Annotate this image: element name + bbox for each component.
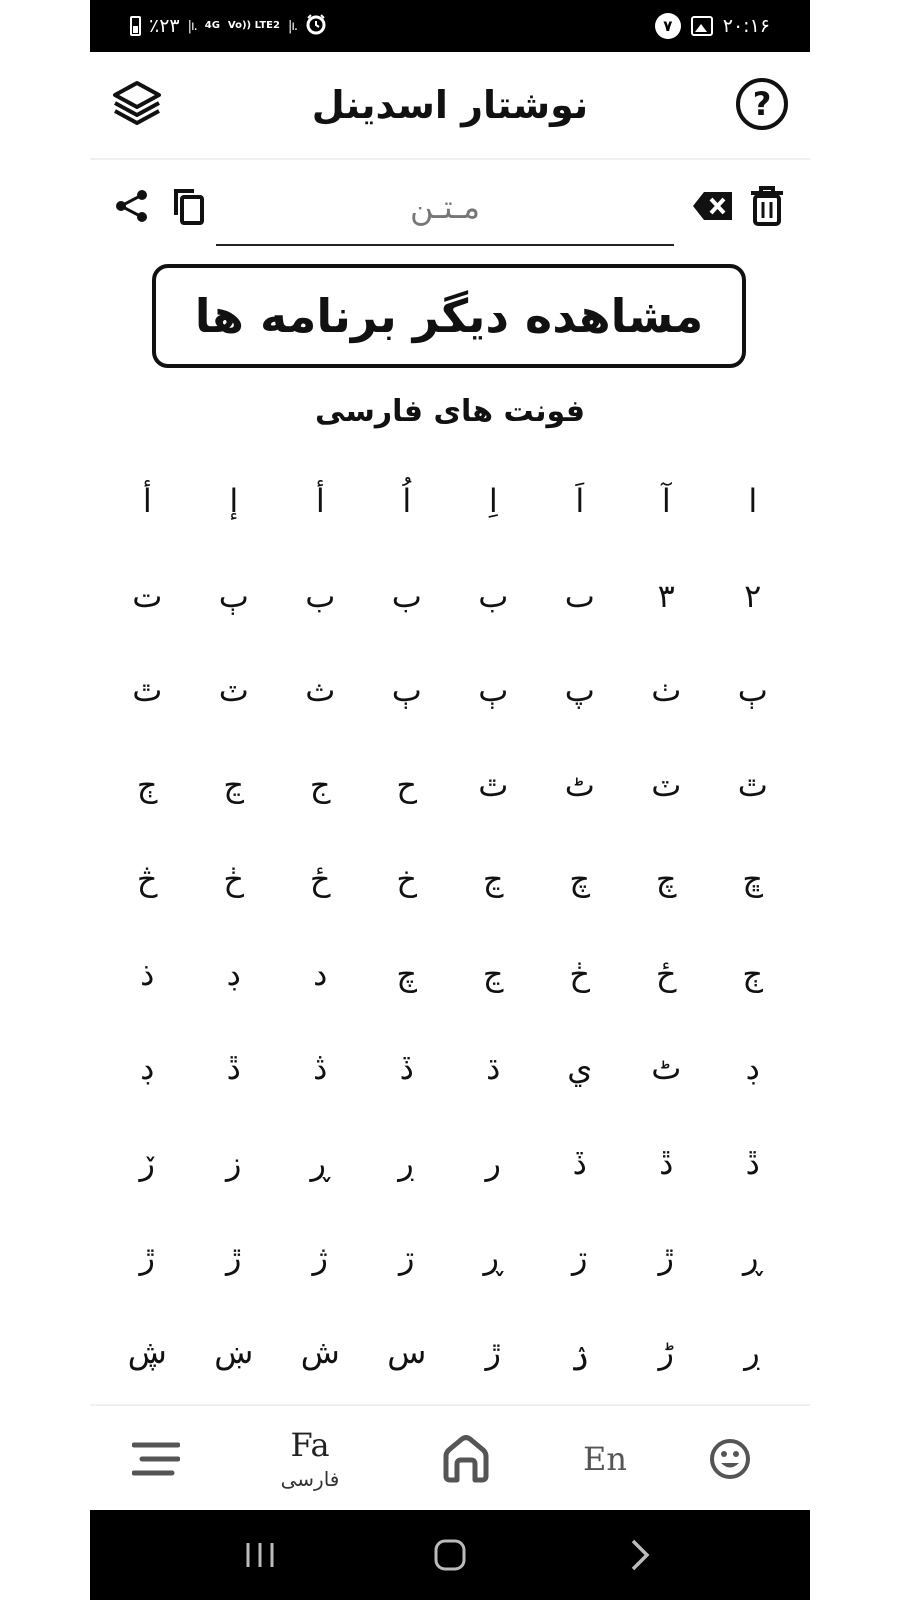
char-cell[interactable]: ڇ: [742, 860, 764, 899]
char-cell[interactable]: ذ: [140, 954, 155, 993]
char-cell[interactable]: ث: [305, 671, 336, 710]
char-cell[interactable]: ڔ: [744, 1332, 762, 1371]
char-cell[interactable]: اَ: [575, 482, 585, 521]
clock: ۲۰:۱۶: [722, 15, 770, 37]
back-icon[interactable]: [610, 1510, 670, 1600]
char-cell[interactable]: ځ: [655, 954, 677, 993]
phone-screen: [90, 0, 810, 1600]
char-cell[interactable]: ش: [300, 1332, 340, 1371]
char-cell[interactable]: ڊ: [745, 1049, 760, 1088]
char-cell[interactable]: ٻ: [737, 671, 768, 710]
char-cell[interactable]: ٿ: [132, 671, 163, 710]
char-cell[interactable]: ا: [748, 482, 758, 521]
char-cell[interactable]: ڕ: [742, 1238, 763, 1277]
emoji-icon[interactable]: [700, 1406, 760, 1512]
char-cell[interactable]: ڂ: [223, 860, 245, 899]
trash-icon[interactable]: [748, 184, 786, 228]
char-cell[interactable]: پ: [564, 671, 595, 710]
char-cell[interactable]: ب: [391, 576, 422, 615]
en-label: En: [583, 1440, 627, 1478]
char-cell[interactable]: ځ: [309, 860, 331, 899]
char-cell[interactable]: أ: [315, 482, 325, 521]
network-label: 4G: [204, 20, 220, 31]
app-header: [90, 52, 810, 160]
char-cell[interactable]: ٢: [744, 576, 762, 615]
text-input[interactable]: [216, 170, 674, 246]
copy-icon[interactable]: [168, 186, 208, 228]
char-cell[interactable]: ٣: [657, 576, 675, 615]
char-cell[interactable]: ٹ: [651, 1049, 682, 1088]
char-cell[interactable]: ۯ: [570, 1332, 590, 1371]
char-cell[interactable]: أ: [142, 482, 152, 521]
char-cell[interactable]: ب: [478, 576, 509, 615]
char-cell[interactable]: اِ: [488, 482, 498, 521]
help-icon[interactable]: ?: [736, 78, 788, 130]
char-cell[interactable]: ڙ: [658, 1238, 674, 1277]
char-cell[interactable]: ڊ: [140, 1049, 155, 1088]
char-cell[interactable]: ٿ: [478, 765, 509, 804]
char-cell[interactable]: ڏ: [399, 1049, 414, 1088]
nav-fa[interactable]: [260, 1406, 360, 1512]
char-cell[interactable]: ښ: [214, 1332, 254, 1371]
char-cell[interactable]: چ: [569, 860, 591, 899]
share-icon[interactable]: [112, 186, 152, 226]
char-cell[interactable]: ڎ: [313, 1049, 328, 1088]
system-home-icon[interactable]: [420, 1510, 480, 1600]
char-cell[interactable]: ڗ: [572, 1238, 588, 1277]
battery-icon: [130, 16, 141, 36]
char-cell[interactable]: څ: [136, 860, 158, 899]
char-cell[interactable]: ٺ: [651, 671, 682, 710]
char-cell[interactable]: ڐ: [659, 1143, 674, 1182]
char-cell[interactable]: ٻ: [391, 671, 422, 710]
char-cell[interactable]: ڗ: [399, 1238, 415, 1277]
bottom-nav: [90, 1404, 810, 1510]
char-cell[interactable]: ڜ: [127, 1332, 167, 1371]
char-cell[interactable]: ڄ: [136, 765, 158, 804]
alarm-icon: [305, 13, 327, 40]
char-cell[interactable]: ڃ: [223, 765, 245, 804]
char-cell[interactable]: ٻ: [478, 671, 509, 710]
page-title: نوشتار اسدینل: [311, 83, 589, 127]
character-grid: [104, 454, 796, 1399]
menu-icon[interactable]: [126, 1406, 186, 1512]
text-input-row: [90, 168, 810, 252]
char-cell[interactable]: ٽ: [651, 765, 682, 804]
image-icon: [691, 16, 713, 36]
char-cell[interactable]: إ: [229, 482, 239, 521]
char-cell[interactable]: ڔ: [398, 1143, 416, 1182]
layers-icon[interactable]: [108, 74, 166, 132]
char-cell[interactable]: ڙ: [139, 1238, 155, 1277]
status-bar: [90, 0, 810, 52]
fa-label: Fa: [290, 1426, 330, 1464]
char-cell[interactable]: ڕ: [483, 1238, 504, 1277]
char-cell[interactable]: ج: [309, 765, 331, 804]
char-cell[interactable]: ي: [567, 1049, 593, 1088]
char-cell[interactable]: ڏ: [572, 1143, 587, 1182]
backspace-icon[interactable]: [692, 188, 734, 224]
char-cell[interactable]: ح: [396, 765, 418, 804]
char-cell[interactable]: ر: [485, 1143, 501, 1182]
char-cell[interactable]: ٮ: [564, 576, 595, 615]
battery-level: ٪۲۳: [149, 15, 180, 37]
char-cell[interactable]: ڃ: [482, 954, 504, 993]
char-cell[interactable]: ژ: [312, 1238, 328, 1277]
status-left: [130, 13, 327, 40]
section-title: فونت های فارسی: [315, 394, 585, 429]
nav-en[interactable]: [560, 1406, 650, 1512]
recents-icon[interactable]: [230, 1510, 290, 1600]
char-cell[interactable]: ڑ: [658, 1332, 674, 1371]
fa-sublabel: فارسی: [280, 1467, 340, 1491]
char-cell[interactable]: ت: [132, 576, 163, 615]
char-cell[interactable]: ٿ: [737, 765, 768, 804]
char-cell[interactable]: د: [313, 954, 328, 993]
char-cell[interactable]: ڐ: [745, 1143, 760, 1182]
char-cell[interactable]: ٽ: [218, 671, 249, 710]
char-cell[interactable]: آ: [661, 482, 671, 521]
char-cell[interactable]: س: [387, 1332, 427, 1371]
char-cell[interactable]: ڊ: [226, 954, 241, 993]
status-right: [655, 13, 770, 39]
char-cell[interactable]: ڄ: [742, 954, 764, 993]
system-nav-bar: [90, 1510, 810, 1600]
char-cell[interactable]: چ: [655, 860, 677, 899]
signal-icon-2: |ı.: [287, 18, 298, 34]
notification-badge: ۷: [655, 13, 681, 39]
char-cell[interactable]: ڙ: [226, 1238, 242, 1277]
char-cell[interactable]: ٹ: [564, 765, 595, 804]
char-cell[interactable]: ز: [226, 1143, 242, 1182]
lte-label: Vo)) LTE2: [227, 20, 280, 31]
char-cell[interactable]: ب: [305, 576, 336, 615]
char-cell[interactable]: ٻ: [218, 576, 249, 615]
char-cell[interactable]: ڃ: [482, 860, 504, 899]
char-cell[interactable]: ڐ: [226, 1049, 241, 1088]
char-cell[interactable]: خ: [396, 860, 418, 899]
char-cell[interactable]: ڕ: [310, 1143, 331, 1182]
char-cell[interactable]: ڌ: [486, 1049, 501, 1088]
char-cell[interactable]: ڙ: [485, 1332, 501, 1371]
char-cell[interactable]: ڂ: [569, 954, 591, 993]
char-cell[interactable]: ڒ: [139, 1143, 155, 1182]
home-icon[interactable]: [436, 1406, 496, 1512]
signal-icon: |ı.: [187, 18, 197, 34]
char-cell[interactable]: چ: [396, 954, 418, 993]
other-apps-button[interactable]: مشاهده دیگر برنامه ها: [152, 264, 746, 368]
char-cell[interactable]: اُ: [402, 482, 412, 521]
